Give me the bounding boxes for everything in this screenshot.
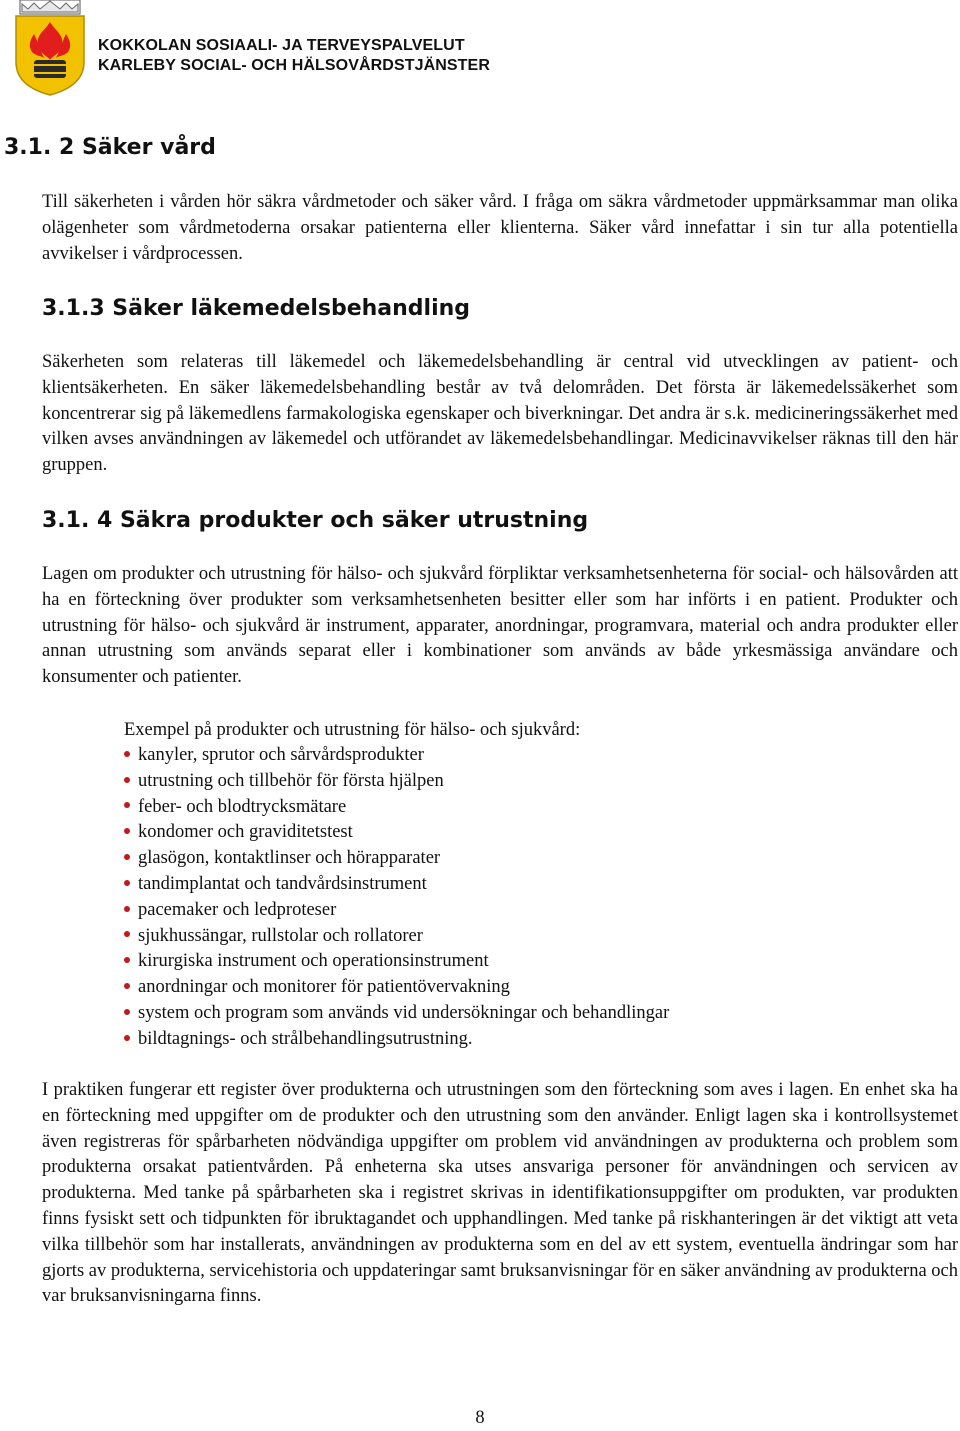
list-item: glasögon, kontaktlinser och hörapparater <box>124 846 669 872</box>
list-item: pacemaker och ledproteser <box>124 898 669 924</box>
bullet-icon <box>124 802 130 808</box>
closing-paragraph: I praktiken fungerar ett register över produkterna och utrustningen som den förteckning som aves i lagen. En enhet ska ha en förteckning med uppgifter om de produkter och den utrustning som den använder. Enligt lagen ska i kontrollsystemet även registreras för spårbarheten nödvändiga uppgifter om problem vid användningen av produkterna och problem som produkterna orsakat patientvården. På enheterna ska utses ansvariga personer för användningen och servicen av produkterna. Med tanke på spårbarheten ska i registret skrivas in identifikationsuppgifter om produkten, var produkten finns fysiskt sett och tidpunkten för ibruktagandet och upphandlingen. Med tanke på riskhanteringen är det viktigt att veta vilka tillbehör som har installerats, användningen av produkterna som en del av ett system, eventuella ändringar som har gjorts av produkterna, servicehistoria och uppdateringar samt bruksanvisningar för en säker användning av produkterna och var bruksanvisningarna finns. <box>42 1080 958 1307</box>
bullet-icon <box>124 751 130 757</box>
list-item: utrustning och tillbehör för första hjälpen <box>124 769 669 795</box>
bullet-icon <box>124 1035 130 1041</box>
bullet-icon <box>124 957 130 963</box>
bullet-icon <box>124 906 130 912</box>
document-header <box>14 0 574 100</box>
list-item: anordningar och monitorer för patientövervakning <box>124 975 669 1001</box>
bullet-icon <box>124 1009 130 1015</box>
section-heading-313: 3.1.3 Säker läkemedelsbehandling <box>42 296 471 321</box>
section-heading-314: 3.1. 4 Säkra produkter och säker utrustning <box>42 508 589 533</box>
bullet-icon <box>124 931 130 937</box>
list-item: kondomer och graviditetstest <box>124 820 669 846</box>
section-body-314: Lagen om produkter och utrustning för hälso- och sjukvård förpliktar verksamhetsenheterna för social- och hälsovården att ha en förteckning över produkter som verksamhetsenheten besitter eller som har införts i en patient. Produkter och utrustning för hälso- och sjukvård är instrument, apparater, anordningar, programvara, material och andra produkter eller annan utrustning som används separat eller i kombinationer som används av både yrkesmässiga användare och konsumenter och patienter. <box>42 564 958 688</box>
bullet-icon <box>124 880 130 886</box>
list-item: kirurgiska instrument och operationsinstrument <box>124 949 669 975</box>
section-body-312: Till säkerheten i vården hör säkra vårdmetoder och säker vård. I fråga om säkra vårdmetoder uppmärksammar man olika olägenheter som vårdmetoderna orsakar patienterna eller klienterna. Säker vård innefattar i sin tur alla potentiella avvikelser i vårdprocessen. <box>42 192 958 264</box>
section-body-313: Säkerheten som relateras till läkemedel och läkemedelsbehandling är central vid utvecklingen av patient- och klientsäkerheten. En säker läkemedelsbehandling består av två delområden. Det första är läkemedelssäkerhet som koncentrerar sig på läkemedlens farmakologiska egenskaper och biverkningar. Det andra är s.k. medicineringssäkerhet med vilken avses användningen av läkemedel och utförandet av läkemedelsbehandlingar. Medicinavvikelser räknas till den här gruppen. <box>42 352 958 476</box>
bullet-icon <box>124 777 130 783</box>
examples-heading: Exempel på produkter och utrustning för hälso- och sjukvård: <box>124 720 581 740</box>
coat-of-arms-logo <box>14 0 86 96</box>
list-item: feber- och blodtrycksmätare <box>124 795 669 821</box>
organization-name-finnish: KOKKOLAN SOSIAALI- JA TERVEYSPALVELUT <box>98 37 465 54</box>
bullet-icon <box>124 854 130 860</box>
organization-name-swedish: KARLEBY SOCIAL- OCH HÄLSOVÅRDSTJÄNSTER <box>98 57 490 74</box>
list-item: sjukhussängar, rullstolar och rollatorer <box>124 924 669 950</box>
list-item: bildtagnings- och strålbehandlingsutrustning. <box>124 1027 669 1053</box>
examples-list <box>124 743 669 1053</box>
list-item: tandimplantat och tandvårdsinstrument <box>124 872 669 898</box>
page-number: 8 <box>475 1408 485 1428</box>
bullet-icon <box>124 828 130 834</box>
section-heading-312: 3.1. 2 Säker vård <box>4 135 216 160</box>
list-item: system och program som används vid undersökningar och behandlingar <box>124 1001 669 1027</box>
bullet-icon <box>124 983 130 989</box>
list-item: kanyler, sprutor och sårvårdsprodukter <box>124 743 669 769</box>
organization-name <box>98 36 490 76</box>
